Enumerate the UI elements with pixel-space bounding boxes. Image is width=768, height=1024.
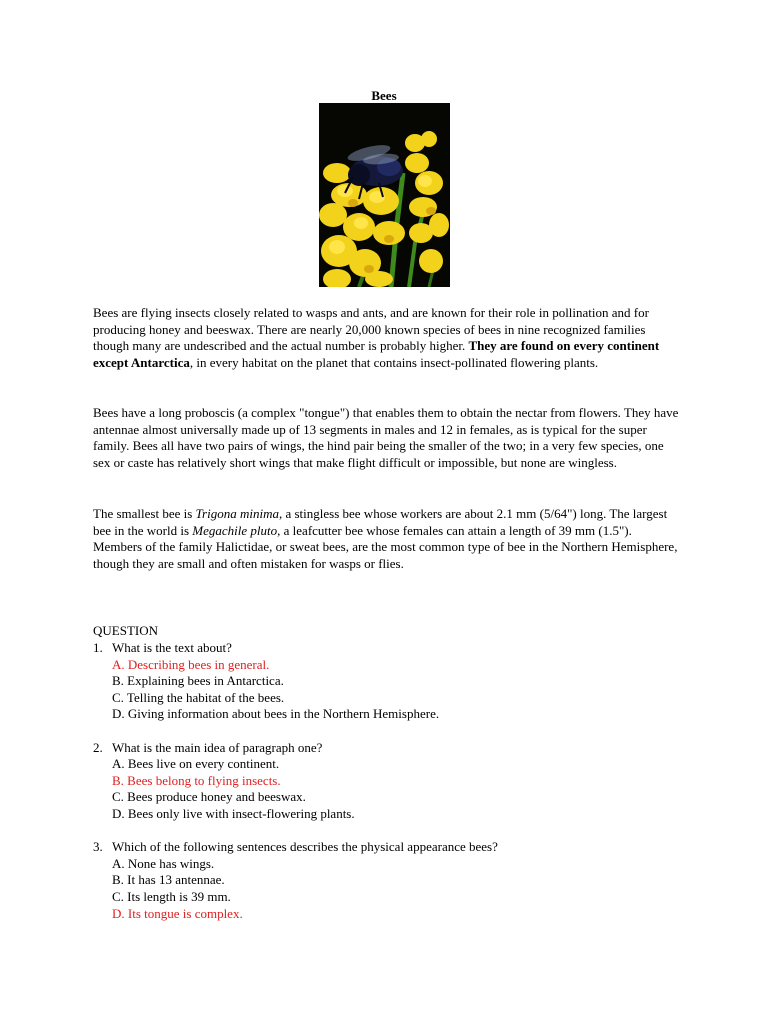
question-2: [93, 740, 693, 823]
answer-option: C. Its length is 39 mm.: [112, 888, 231, 904]
paragraph-3-text-3: , a leafcutter bee whose females can attain a length of 39 mm (1.5"). Members of the family Halictidae, or sweat bees, are the most common type of bee in the Northern Hemisphere, though they are small and often mistaken for wasps or flies.: [93, 522, 678, 571]
paragraph-1: [93, 305, 683, 371]
paragraph-1-text-end: , in every habitat on the planet that contains insect-pollinated flowering plants.: [189, 354, 599, 370]
answer-option: D. Bees only live with insect-flowering plants.: [112, 805, 355, 821]
paragraph-3-species-1: Trigona minima: [195, 506, 279, 521]
answer-option: C. Telling the habitat of the bees.: [112, 689, 285, 705]
question-1: [93, 640, 693, 723]
answer-option: A. None has wings.: [112, 855, 215, 871]
paragraph-2-text: Bees have a long proboscis (a complex "tongue") that enables them to obtain the nectar from flowers. They have antennae almost universally made up of 13 segments in males and 12 in females, as is typical for the super family. Bees all have two pairs of wings, the hind pair being the smaller of the two; in a very few species, one sex or caste has relatively short wings that make flight difficult or impossible, but none are wingless.: [93, 405, 679, 470]
question-stem: [93, 640, 693, 657]
answer-option-highlighted: D. Its tongue is complex.: [112, 905, 243, 921]
question-stem: [93, 839, 693, 856]
question-number: 1.: [93, 640, 103, 655]
paragraph-1-bold-text: They are found on every continent except Antarctica: [93, 338, 660, 370]
paragraph-3: [93, 506, 683, 572]
answer-option-highlighted: B. Bees belong to flying insects.: [112, 772, 281, 788]
question-stem: [93, 740, 693, 757]
question-3: [93, 839, 693, 922]
answer-option: D. Giving information about bees in the Northern Hemisphere.: [112, 706, 440, 722]
question-text: What is the text about?: [112, 640, 232, 655]
question-text: Which of the following sentences describes the physical appearance bees?: [112, 839, 498, 855]
question-number: 3.: [93, 839, 103, 855]
question-number: 2.: [93, 739, 103, 755]
answer-option: B. It has 13 antennae.: [112, 872, 225, 888]
bee-on-yellow-flowers-photo: [319, 103, 450, 287]
answer-option: B. Explaining bees in Antarctica.: [112, 673, 284, 689]
paragraph-3-text-2: , a stingless bee whose workers are about 2.1 mm (5/64") long. The largest bee in the world is: [93, 506, 668, 538]
answer-option: C. Bees produce honey and beeswax.: [112, 789, 306, 805]
answer-option: A. Bees live on every continent.: [112, 756, 280, 772]
paragraph-3-species-2: Megachile pluto: [192, 522, 278, 538]
paragraph-2: [93, 405, 683, 471]
paragraph-3-text-1: The smallest bee is: [93, 506, 196, 521]
document-title: Bees: [371, 88, 397, 103]
question-text: What is the main idea of paragraph one?: [112, 739, 323, 755]
answer-option-highlighted: A. Describing bees in general.: [112, 656, 270, 672]
paragraph-1-text-start: Bees are flying insects closely related to wasps and ants, and are known for their role in pollination and for producing honey and beeswax. There are nearly 20,000 known species of bees in nine recognized families though many are undescribed and the actual number is probably higher.: [93, 305, 649, 354]
question-section: [93, 623, 693, 939]
question-heading: QUESTION: [93, 623, 158, 638]
